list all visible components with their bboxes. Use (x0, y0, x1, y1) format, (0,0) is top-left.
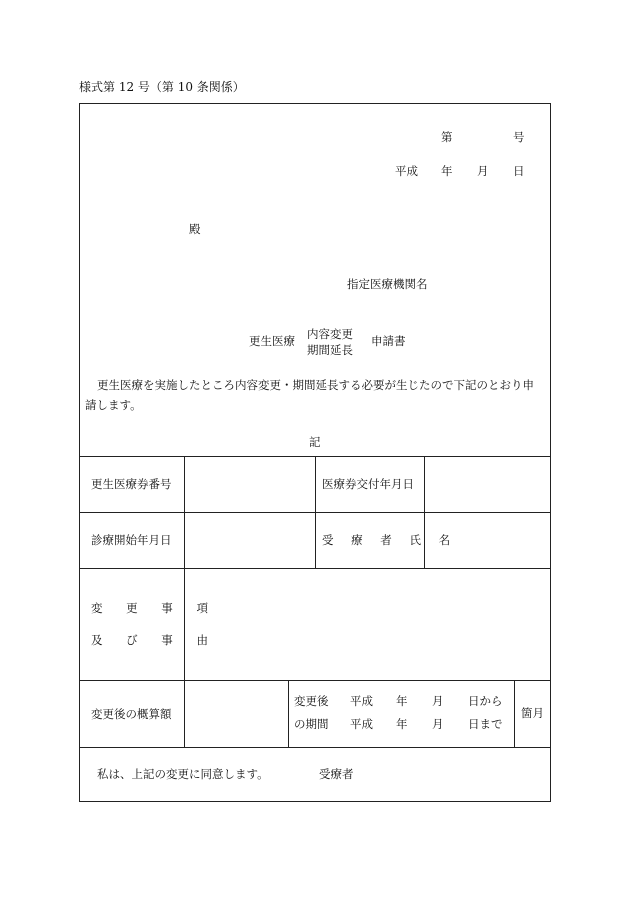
table-line (288, 680, 289, 747)
period-to-year: 年 (396, 717, 408, 731)
ticket-issue-date-label: 医療券交付年月日 (322, 477, 414, 491)
institution-label: 指定医療機関名 (347, 277, 428, 291)
period-from-day: 日から (468, 694, 503, 708)
consent-text: 私は、上記の変更に同意します。 (97, 767, 269, 781)
period-to-era: 平成 (350, 717, 373, 731)
ticket-number-field[interactable] (186, 458, 313, 510)
cost-label: 変更後の概算額 (91, 707, 172, 721)
cost-field[interactable] (186, 682, 286, 745)
patient-name-label: 受 療 者 氏 名 (322, 533, 458, 547)
period-label-line1: 変更後 (294, 694, 329, 708)
number-prefix: 第 (441, 130, 453, 144)
table-line (79, 568, 551, 569)
change-items-label-line2: 及 び 事 由 (91, 633, 218, 647)
period-label-line2: の期間 (294, 717, 329, 731)
form-title: 様式第 12 号（第 10 条関係） (79, 80, 245, 94)
ticket-issue-date-field[interactable] (426, 458, 549, 510)
date-year: 年 (441, 164, 453, 178)
heading-left: 更生医療 (249, 334, 295, 348)
period-from-era: 平成 (350, 694, 373, 708)
date-era: 平成 (395, 164, 418, 178)
addressee-suffix: 殿 (189, 222, 201, 236)
treatment-start-field[interactable] (186, 514, 313, 566)
period-to-month: 月 (432, 717, 444, 731)
date-month: 月 (477, 164, 489, 178)
treatment-start-label: 診療開始年月日 (91, 533, 172, 547)
heading-options (307, 326, 353, 358)
number-suffix: 号 (513, 130, 525, 144)
table-line (79, 680, 551, 681)
change-items-field[interactable] (186, 570, 549, 678)
period-from-year: 年 (396, 694, 408, 708)
patient-signature-label: 受療者 (319, 767, 354, 781)
change-items-label-line1: 変 更 事 項 (91, 601, 218, 615)
table-line (79, 747, 551, 748)
table-line (315, 456, 316, 568)
heading-option-extension: 期間延長 (307, 343, 353, 357)
ticket-number-label: 更生医療券番号 (91, 477, 172, 491)
table-line (514, 680, 515, 747)
heading-option-change: 内容変更 (307, 327, 353, 341)
table-line (424, 456, 425, 568)
heading-right: 申請書 (371, 334, 406, 348)
period-from-month: 月 (432, 694, 444, 708)
patient-name-field[interactable] (426, 514, 549, 566)
patient-signature-field[interactable] (360, 755, 545, 791)
period-to-day: 日まで (468, 717, 503, 731)
request-body-text: 更生医療を実施したところ内容変更・期間延長する必要が生じたので下記のとおり申請します。 (85, 378, 534, 412)
date-day: 日 (513, 164, 525, 178)
months-label: 箇月 (521, 706, 544, 720)
ki-label: 記 (309, 435, 321, 449)
